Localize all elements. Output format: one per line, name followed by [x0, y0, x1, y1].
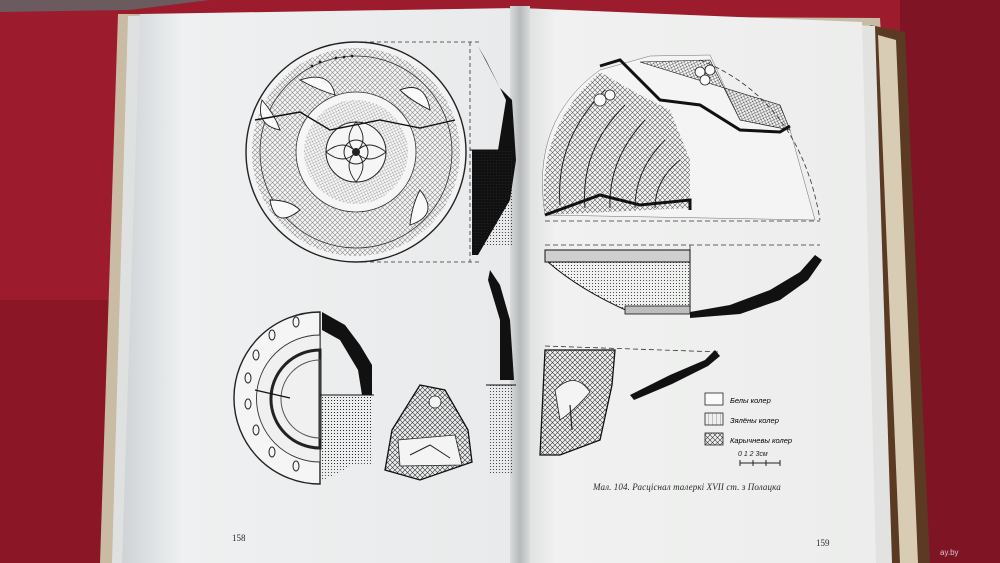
- legend-swatch-crosshatch: [705, 433, 723, 445]
- legend-label-0: Белы колер: [730, 396, 771, 405]
- legend-swatch-white: [705, 393, 723, 405]
- large-plate-drawing: [246, 42, 466, 262]
- legend-swatch-stripes: [705, 413, 723, 425]
- legend-label-1: Зялёны колер: [730, 416, 779, 425]
- legend-label-2: Карычневы колер: [730, 436, 793, 445]
- book-gutter: [510, 6, 530, 563]
- scale-label: 0 1 2 3см: [738, 451, 768, 458]
- figure-caption: Мал. 104. Расціснал талеркі XVII ст. з Полацка: [593, 482, 781, 492]
- watermark: ay.by: [940, 548, 959, 557]
- right-page-number: 159: [816, 538, 830, 548]
- left-page-number: 158: [232, 533, 246, 543]
